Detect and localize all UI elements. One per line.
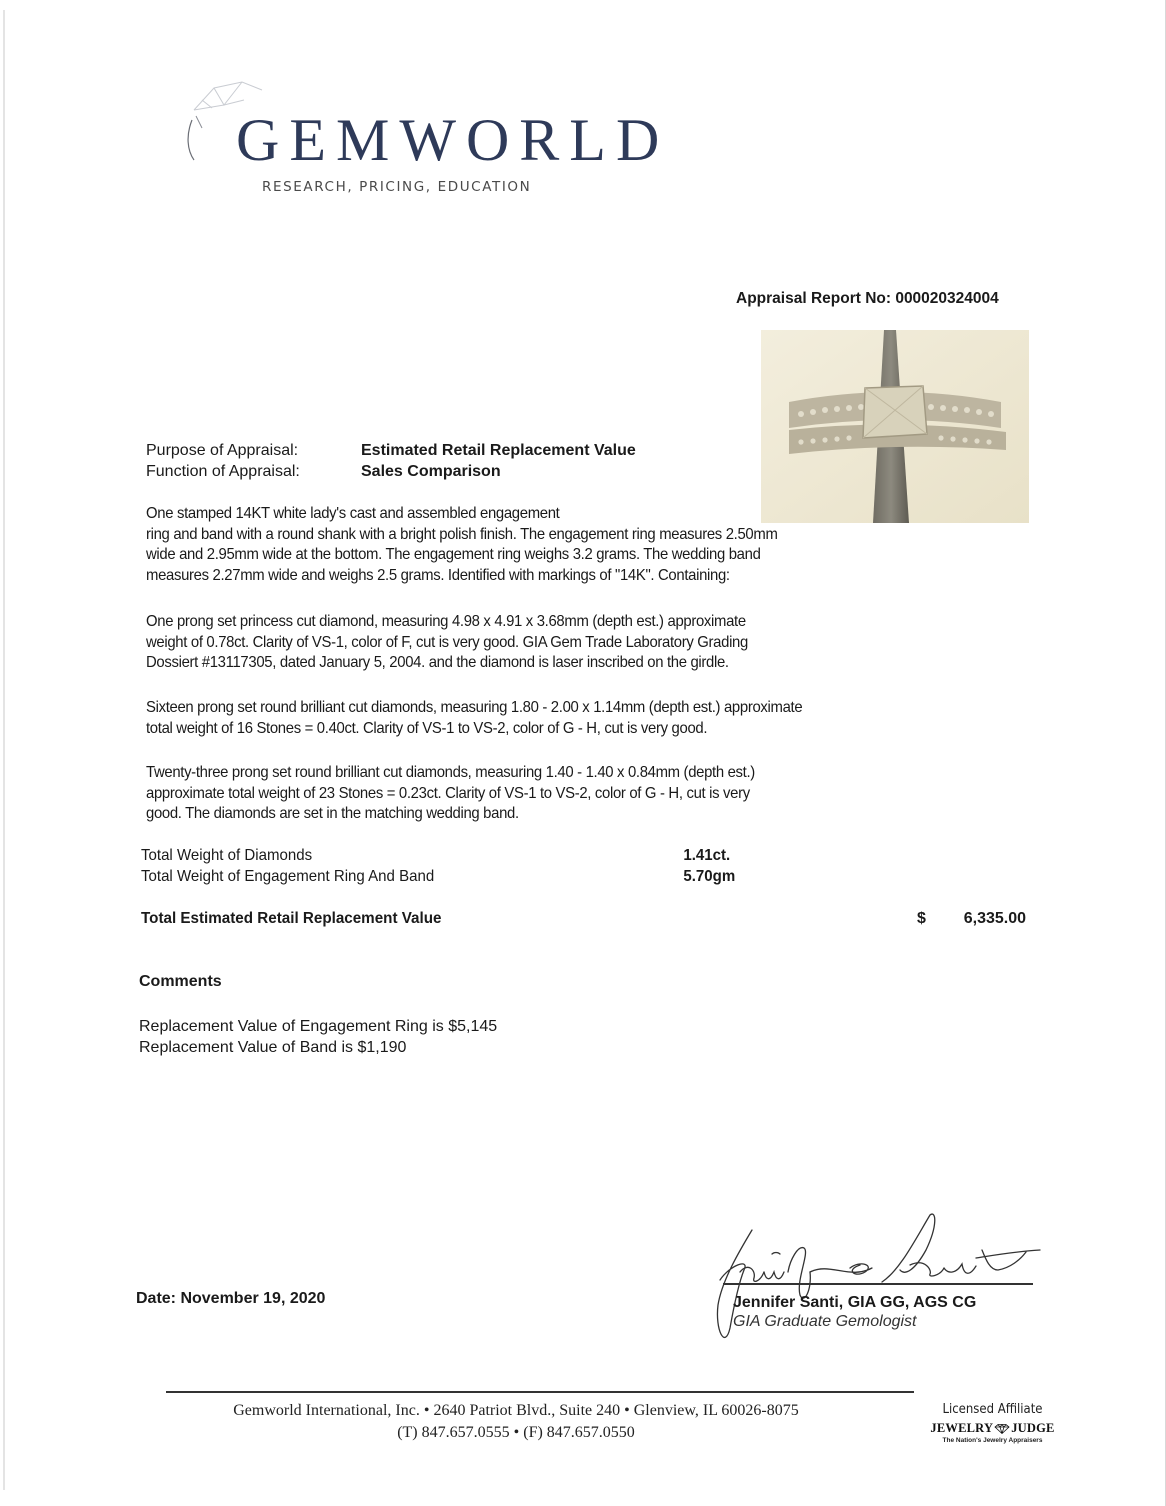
diamond-icon	[994, 1424, 1010, 1434]
metal-weight-label: Total Weight of Engagement Ring And Band	[141, 868, 435, 885]
currency-symbol: $	[917, 910, 926, 927]
purpose-label: Purpose of Appraisal:	[146, 442, 299, 459]
affiliate-label: Licensed Affiliate	[942, 1402, 1043, 1417]
comment-line: Replacement Value of Engagement Ring is $5,145	[139, 1018, 498, 1035]
report-number: Appraisal Report No: 000020324004	[736, 290, 999, 307]
text-line: Sixteen prong set round brilliant cut diamonds, measuring 1.80 - 2.00 x 1.14mm (depth est.) approximate	[146, 699, 803, 716]
text-line: One stamped 14KT white lady's cast and assembled engagement	[146, 505, 560, 522]
ring-photo	[761, 330, 1029, 523]
affiliate-tagline: The Nation's Jewelry Appraisers	[942, 1437, 1043, 1444]
comment-line: Replacement Value of Band is $1,190	[139, 1039, 407, 1056]
affiliate-logo-left: JEWELRY	[930, 1421, 994, 1435]
text-line: good. The diamonds are set in the matching wedding band.	[146, 805, 519, 822]
footer-divider	[166, 1391, 914, 1393]
total-value-amount: 6,335.00	[963, 910, 1026, 927]
comments-body	[139, 1016, 497, 1058]
total-value-label: Total Estimated Retail Replacement Value	[141, 910, 442, 927]
signature-line	[723, 1283, 1033, 1285]
text-line: wide and 2.95mm wide at the bottom. The engagement ring weighs 3.2 grams. The wedding band	[146, 546, 761, 563]
text-line: approximate total weight of 23 Stones = 0.23ct. Clarity of VS-1 to VS-2, color of G - H, cut is very	[146, 784, 750, 802]
text-line: One prong set princess cut diamond, measuring 4.98 x 4.91 x 3.68mm (depth est.) approximate	[146, 613, 746, 630]
text-line: Twenty-three prong set round brilliant cut diamonds, measuring 1.40 - 1.40 x 0.84mm (depth est.)	[146, 764, 755, 781]
item-description	[146, 504, 778, 586]
page-edge	[3, 10, 5, 1490]
text-line: ring and band with a round shank with a bright polish finish. The engagement ring measures 2.50mm	[146, 525, 778, 543]
function-label: Function of Appraisal:	[146, 463, 300, 480]
affiliate-badge	[925, 1402, 1060, 1444]
affiliate-logo-right: JUDGE	[1011, 1421, 1055, 1435]
handwritten-signature	[700, 1210, 1060, 1360]
appraisal-purpose	[146, 440, 636, 482]
logo-wordmark: GEMWORLD	[236, 107, 670, 173]
purpose-value: Estimated Retail Replacement Value	[361, 442, 636, 459]
comments-heading: Comments	[139, 973, 222, 990]
appraisal-date: Date: November 19, 2020	[136, 1290, 326, 1307]
metal-weight-value: 5.70gm	[683, 868, 736, 885]
center-stone-description	[146, 612, 748, 674]
side-stones-description	[146, 698, 802, 739]
company-address	[166, 1400, 866, 1444]
address-line: Gemworld International, Inc. • 2640 Patriot Blvd., Suite 240 • Glenview, IL 60026-8075	[233, 1402, 799, 1419]
jewelry-judge-logo	[925, 1421, 1060, 1436]
diamond-weight-value: 1.41ct.	[683, 847, 731, 864]
band-stones-description	[146, 763, 755, 825]
text-line: Dossiert #13117305, dated January 5, 2004. and the diamond is laser inscribed on the girdle.	[146, 654, 729, 671]
diamond-weight-label: Total Weight of Diamonds	[141, 847, 313, 864]
logo-tagline: RESEARCH, PRICING, EDUCATION	[262, 179, 532, 195]
text-line: weight of 0.78ct. Clarity of VS-1, color of F, cut is very good. GIA Gem Trade Laboratory Grading	[146, 633, 748, 651]
weight-totals	[141, 845, 735, 887]
appraiser-name: Jennifer Santi, GIA GG, AGS CG	[733, 1294, 977, 1311]
appraiser-title: GIA Graduate Gemologist	[733, 1313, 917, 1330]
text-line: measures 2.27mm wide and weighs 2.5 grams. Identified with markings of "14K". Containing:	[146, 566, 730, 584]
function-value: Sales Comparison	[361, 463, 501, 480]
gemworld-logo	[180, 80, 670, 200]
text-line: total weight of 16 Stones = 0.40ct. Clarity of VS-1 to VS-2, color of G - H, cut is very good.	[146, 719, 708, 737]
phone-line: (T) 847.657.0555 • (F) 847.657.0550	[397, 1424, 635, 1441]
